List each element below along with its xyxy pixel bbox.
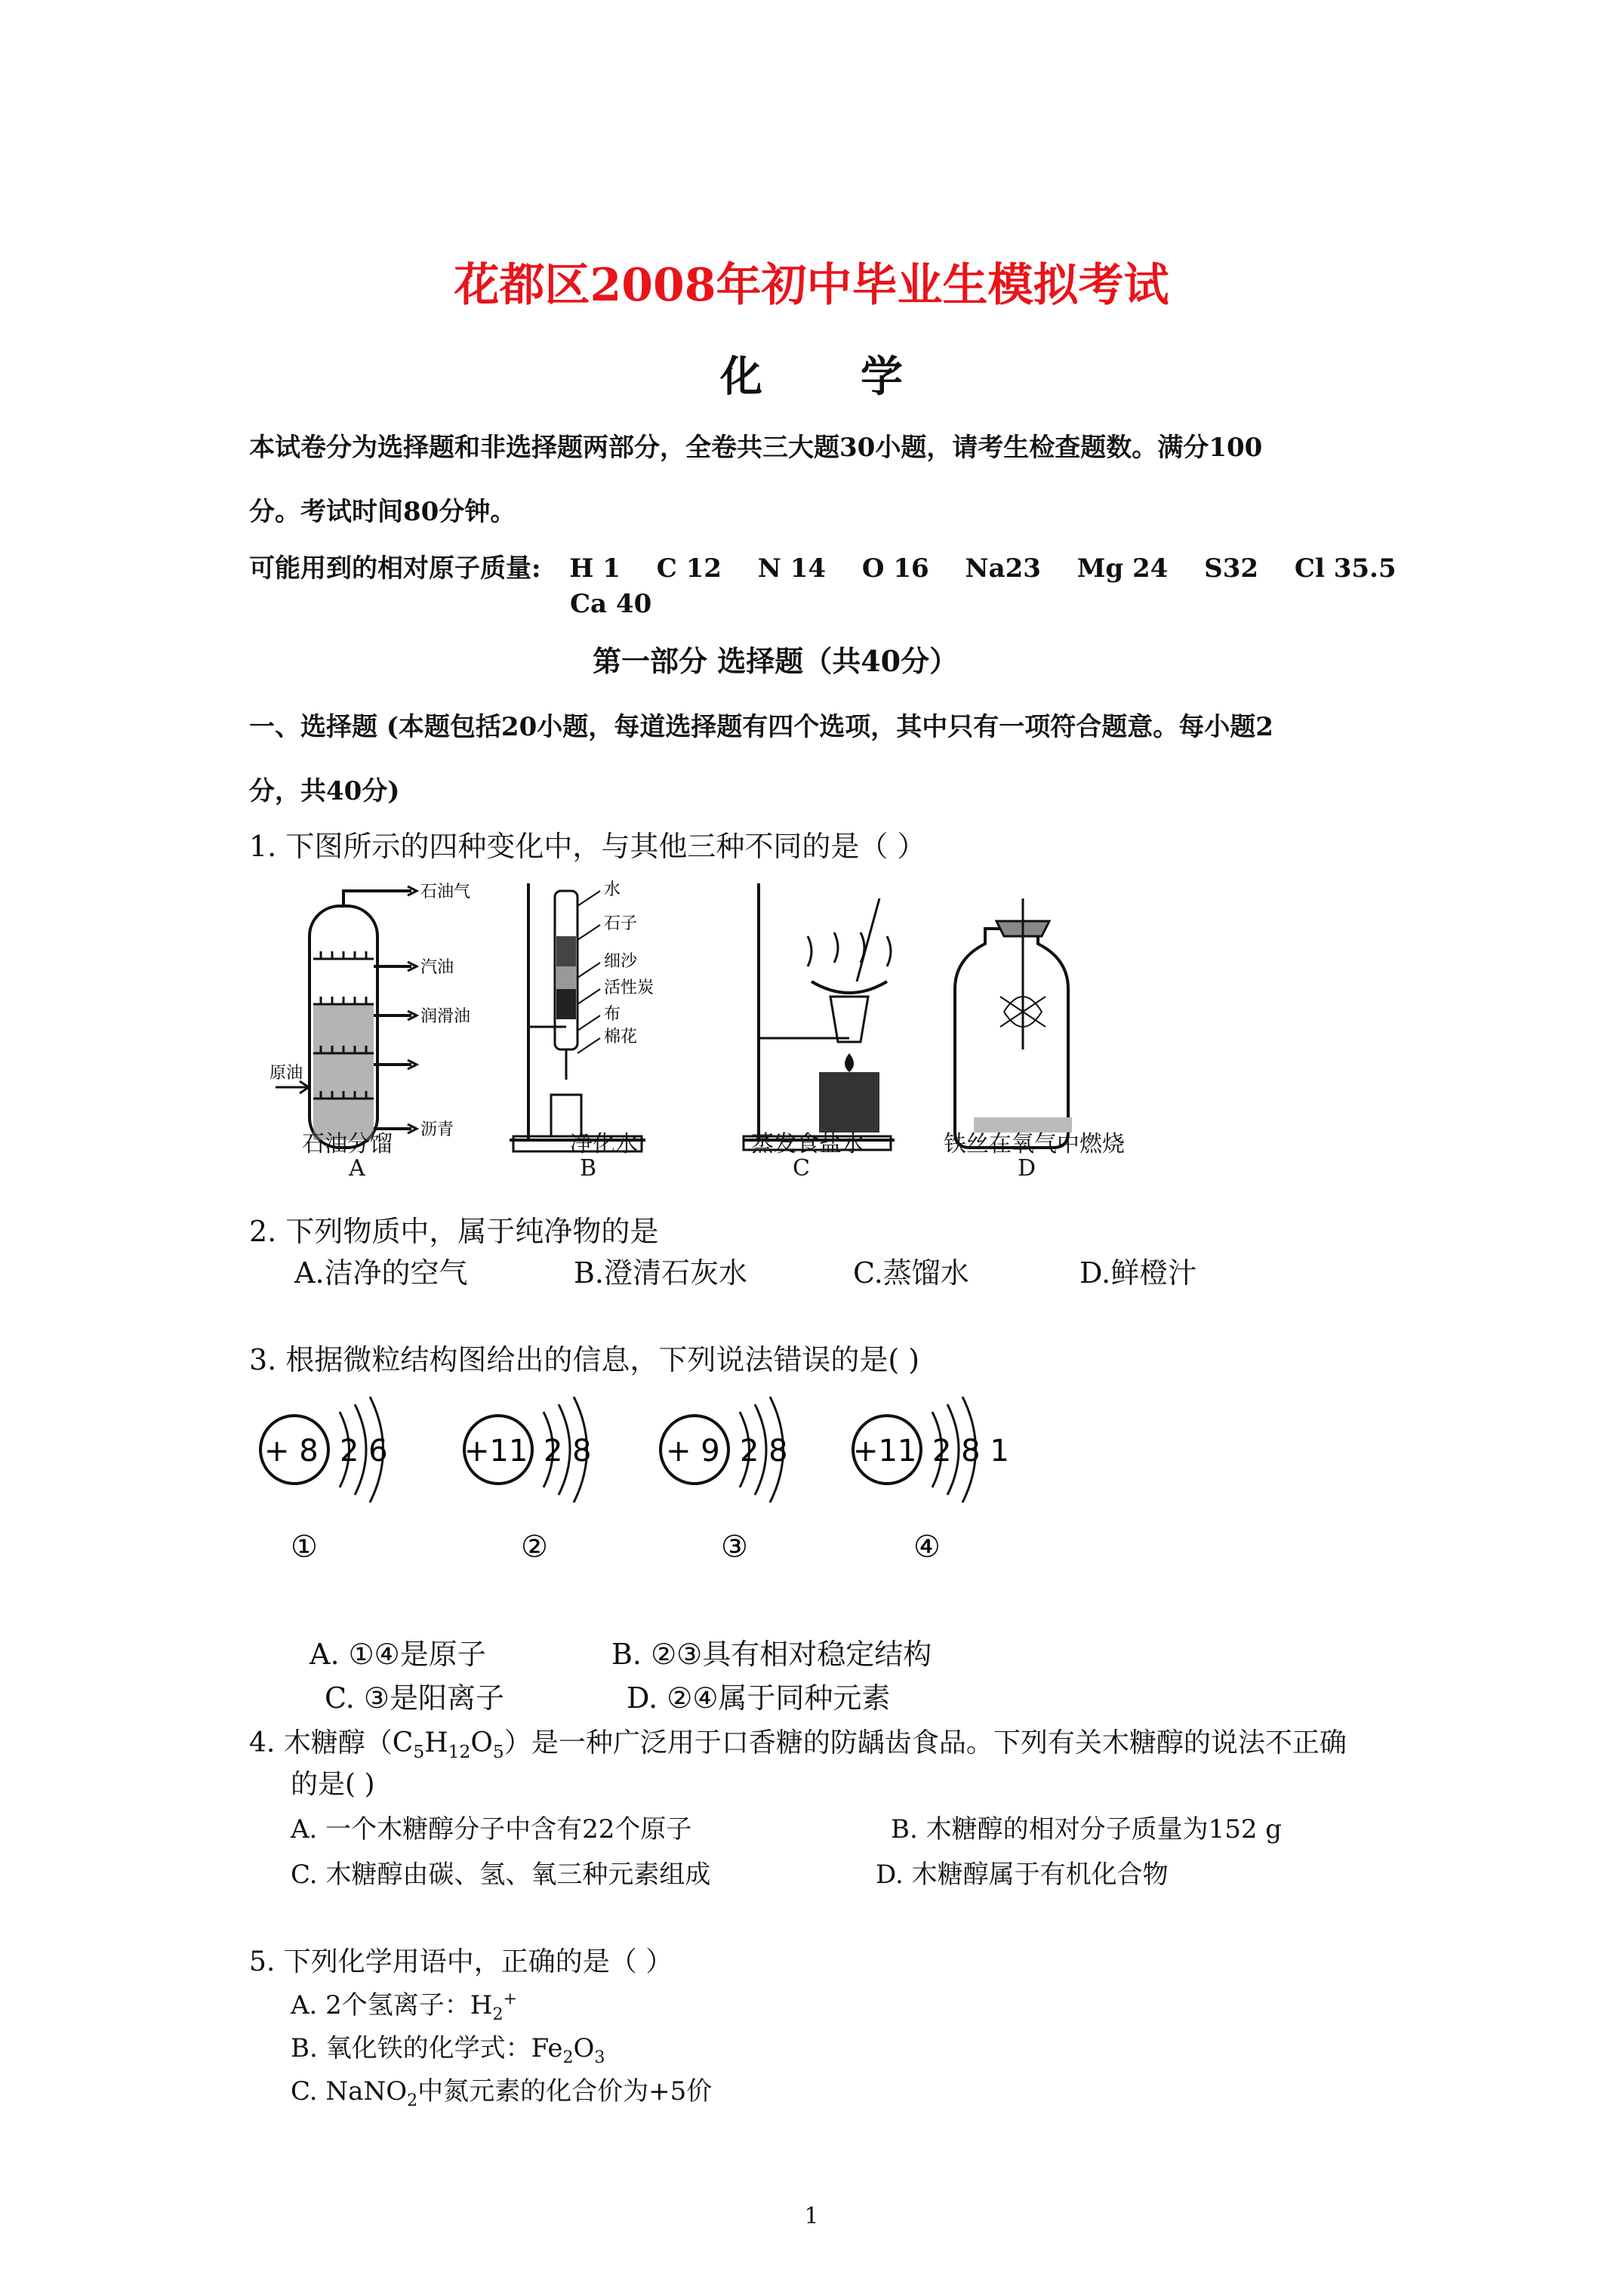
atomic-masses-line <box>249 547 1397 584</box>
mass-mg: Mg 24 <box>1076 553 1169 584</box>
fig-c-letter: C <box>793 1155 810 1182</box>
particle-2-nucleus: +11 <box>464 1434 528 1469</box>
q5-option-b <box>291 2027 605 2067</box>
q3-stem: 3. 根据微粒结构图给出的信息，下列说法错误的是( ) <box>249 1343 920 1376</box>
q5-option-b-sub: 2 <box>562 2047 574 2067</box>
label-water: 水 <box>604 880 621 899</box>
particle-3-mark: ③ <box>721 1530 748 1564</box>
label-asphalt: 沥青 <box>420 1120 454 1139</box>
q4-stem-part: O <box>470 1727 493 1758</box>
fig-a-caption: 石油分馏 <box>302 1131 393 1157</box>
q3-option-d: D. ②④属于同种元素 <box>627 1681 891 1715</box>
particle-4-shells: 2 8 1 <box>932 1434 1009 1469</box>
q5-option-a-sub: 2 <box>492 2004 504 2024</box>
label-petroleum-gas: 石油气 <box>420 883 471 901</box>
q2-option-c: C.蒸馏水 <box>853 1256 969 1290</box>
particle-2-mark: ② <box>521 1530 548 1564</box>
q4-stem-part: ）是一种广泛用于口香糖的防龋齿食品。下列有关木糖醇的说法不正确 <box>504 1727 1347 1758</box>
label-stones: 石子 <box>604 914 638 933</box>
particle-4-mark: ④ <box>913 1530 941 1564</box>
label-cotton: 棉花 <box>604 1028 638 1046</box>
mass-na: Na23 <box>965 553 1041 584</box>
particle-1-mark: ① <box>291 1530 318 1564</box>
part1-heading: 第一部分 选择题（共40分） <box>593 644 959 678</box>
particle-4-diagram <box>853 1397 1009 1564</box>
q3-option-a: A. ①④是原子 <box>310 1638 486 1671</box>
page-number: 1 <box>804 2203 819 2230</box>
mass-ca: Ca 40 <box>570 589 652 619</box>
label-cloth: 布 <box>604 1005 621 1024</box>
mass-c: C 12 <box>656 553 722 584</box>
particle-1-diagram <box>260 1397 388 1564</box>
subject-title: 化学 <box>720 352 1001 402</box>
label-gasoline: 汽油 <box>420 958 454 977</box>
exam-title: 花都区2008年初中毕业生模拟考试 <box>454 259 1169 312</box>
evaporation-diagram <box>744 883 895 1150</box>
mass-cl: Cl 35.5 <box>1294 553 1397 584</box>
q2-option-b: B.澄清石灰水 <box>574 1256 748 1290</box>
q5-option-c-text: C. NaNO <box>291 2076 408 2106</box>
fig-b-caption: 净化水 <box>570 1131 638 1157</box>
fig-d-caption: 铁丝在氧气中燃烧 <box>944 1131 1125 1157</box>
q4-formula-sub: 12 <box>448 1741 471 1763</box>
mass-n: N 14 <box>757 553 827 584</box>
atomic-masses-label: 可能用到的相对原子质量: <box>249 553 541 584</box>
particle-1-shells: 2 6 <box>340 1434 388 1469</box>
q4-stem-line-2: 的是( ) <box>291 1769 375 1800</box>
q5-option-a-text: A. 2个氢离子：H <box>291 1990 493 2020</box>
particle-2-shells: 2 8 <box>544 1434 592 1469</box>
particle-3-diagram <box>661 1397 788 1564</box>
fig-c-caption: 蒸发食盐水 <box>751 1131 864 1157</box>
mass-o: O 16 <box>861 553 929 584</box>
q1-stem: 1. 下图所示的四种变化中，与其他三种不同的是（ ） <box>249 830 926 863</box>
label-lubricating-oil: 润滑油 <box>420 1007 471 1026</box>
q3-option-c: C. ③是阳离子 <box>325 1681 504 1715</box>
q4-option-a: A. 一个木糖醇分子中含有22个原子 <box>291 1814 692 1845</box>
q4-formula-sub: 5 <box>413 1741 425 1763</box>
iron-in-oxygen-diagram <box>955 898 1072 1148</box>
q4-option-c: C. 木糖醇由碳、氢、氧三种元素组成 <box>291 1860 711 1890</box>
fig-a-letter: A <box>349 1155 365 1182</box>
mass-h: H 1 <box>569 553 621 584</box>
particle-3-nucleus: + 9 <box>666 1434 720 1469</box>
fig-d-letter: D <box>1018 1155 1036 1182</box>
label-crude-oil: 原油 <box>269 1064 303 1083</box>
q4-stem <box>249 1721 1347 1762</box>
q4-option-d: D. 木糖醇属于有机化合物 <box>876 1860 1169 1890</box>
q2-option-a: A.洁净的空气 <box>294 1256 468 1290</box>
particle-1-nucleus: + 8 <box>264 1434 319 1469</box>
distillation-tower-diagram <box>276 886 417 1148</box>
fig-b-letter: B <box>580 1155 597 1182</box>
intro-line-1: 本试卷分为选择题和非选择题两部分，全卷共三大题30小题，请考生检查题数。满分100 <box>249 433 1263 463</box>
q5-option-b-text: O <box>573 2033 595 2063</box>
q5-option-b-sub: 3 <box>594 2047 605 2067</box>
q4-formula-sub: 5 <box>492 1741 504 1763</box>
q5-stem: 5. 下列化学用语中，正确的是（ ） <box>249 1946 673 1977</box>
particle-2-diagram <box>464 1397 592 1564</box>
q2-option-d: D.鲜橙汁 <box>1079 1256 1197 1290</box>
mass-s: S32 <box>1204 553 1259 584</box>
q2-stem: 2. 下列物质中，属于纯净物的是 <box>249 1215 659 1248</box>
particle-4-nucleus: +11 <box>853 1434 917 1469</box>
q5-option-c-text: 中氮元素的化合价为+5价 <box>417 2076 713 2106</box>
part1-instructions-1: 一、选择题 (本题包括20小题，每道选择题有四个选项，其中只有一项符合题意。每小题2 <box>249 712 1273 742</box>
label-activated-carbon: 活性炭 <box>604 978 654 997</box>
part1-instructions-2: 分，共40分) <box>249 776 400 806</box>
q5-option-a-sup: + <box>503 1989 518 2009</box>
q3-option-b: B. ②③具有相对稳定结构 <box>611 1638 932 1671</box>
intro-line-2: 分。考试时间80分钟。 <box>249 497 516 527</box>
q4-stem-part: H <box>424 1727 448 1758</box>
q3-particle-structures <box>249 1389 1042 1570</box>
label-fine-sand: 细沙 <box>604 952 638 971</box>
q5-option-c <box>291 2070 712 2110</box>
q4-option-b: B. 木糖醇的相对分子质量为152 g <box>891 1814 1283 1845</box>
particle-3-shells: 2 8 <box>740 1434 788 1469</box>
q5-option-b-text: B. 氧化铁的化学式：Fe <box>291 2033 563 2063</box>
q5-option-c-sub: 2 <box>407 2090 418 2110</box>
q4-stem-part: 4. 木糖醇（C <box>249 1727 414 1758</box>
q5-option-a <box>291 1984 517 2024</box>
